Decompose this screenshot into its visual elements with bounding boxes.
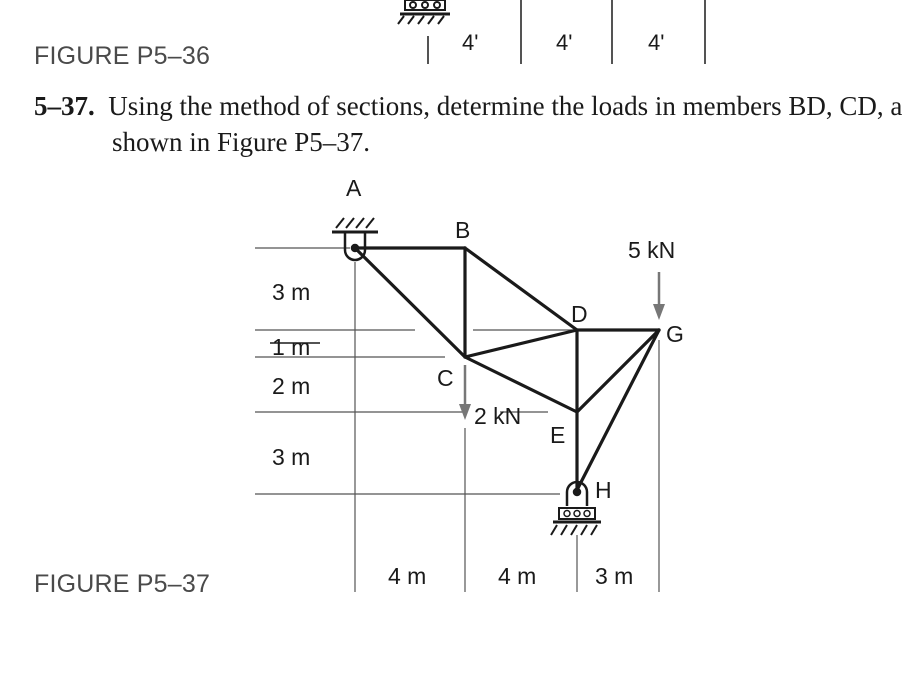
vdim-1m: 1 m bbox=[272, 334, 311, 360]
joint-label-C: C bbox=[437, 365, 454, 391]
dim-4ft-3: 4' bbox=[648, 30, 665, 55]
joint-label-E: E bbox=[550, 422, 566, 448]
problem-number: 5–37. bbox=[34, 91, 95, 121]
load-arrow-5kN bbox=[653, 272, 665, 320]
member-AC bbox=[355, 248, 465, 357]
joint-label-H: H bbox=[595, 477, 612, 503]
member-CD bbox=[465, 330, 577, 357]
joint-label-D: D bbox=[571, 301, 588, 327]
joint-label-G: G bbox=[666, 321, 684, 347]
problem-line-2: shown in Figure P5–37. bbox=[112, 127, 371, 157]
roller-support-H bbox=[551, 482, 601, 535]
member-HG bbox=[577, 330, 659, 490]
vdim-2m: 2 m bbox=[272, 373, 311, 399]
figure-p5-37-caption: FIGURE P5–37 bbox=[34, 570, 211, 598]
hdim-3m: 3 m bbox=[595, 563, 634, 589]
figure-p5-36-caption: FIGURE P5–36 bbox=[34, 42, 211, 70]
pin-support-A bbox=[332, 218, 378, 260]
joint-label-B: B bbox=[455, 217, 471, 243]
truss-members bbox=[355, 248, 659, 490]
member-BD bbox=[465, 248, 577, 330]
joint-label-A: A bbox=[346, 175, 362, 201]
problem-line-1: Using the method of sections, determine the loads in members BD, CD, a bbox=[108, 91, 903, 121]
vdim-3m-top: 3 m bbox=[272, 279, 311, 305]
load-label-5kN: 5 kN bbox=[628, 237, 676, 263]
dim-4ft-1: 4' bbox=[462, 30, 479, 55]
vdim-3m-bottom: 3 m bbox=[272, 444, 311, 470]
load-label-2kN: 2 kN bbox=[474, 403, 522, 429]
hdim-4m-1: 4 m bbox=[388, 563, 427, 589]
hdim-4m-2: 4 m bbox=[498, 563, 537, 589]
dim-4ft-2: 4' bbox=[556, 30, 573, 55]
member-EG bbox=[577, 330, 659, 412]
